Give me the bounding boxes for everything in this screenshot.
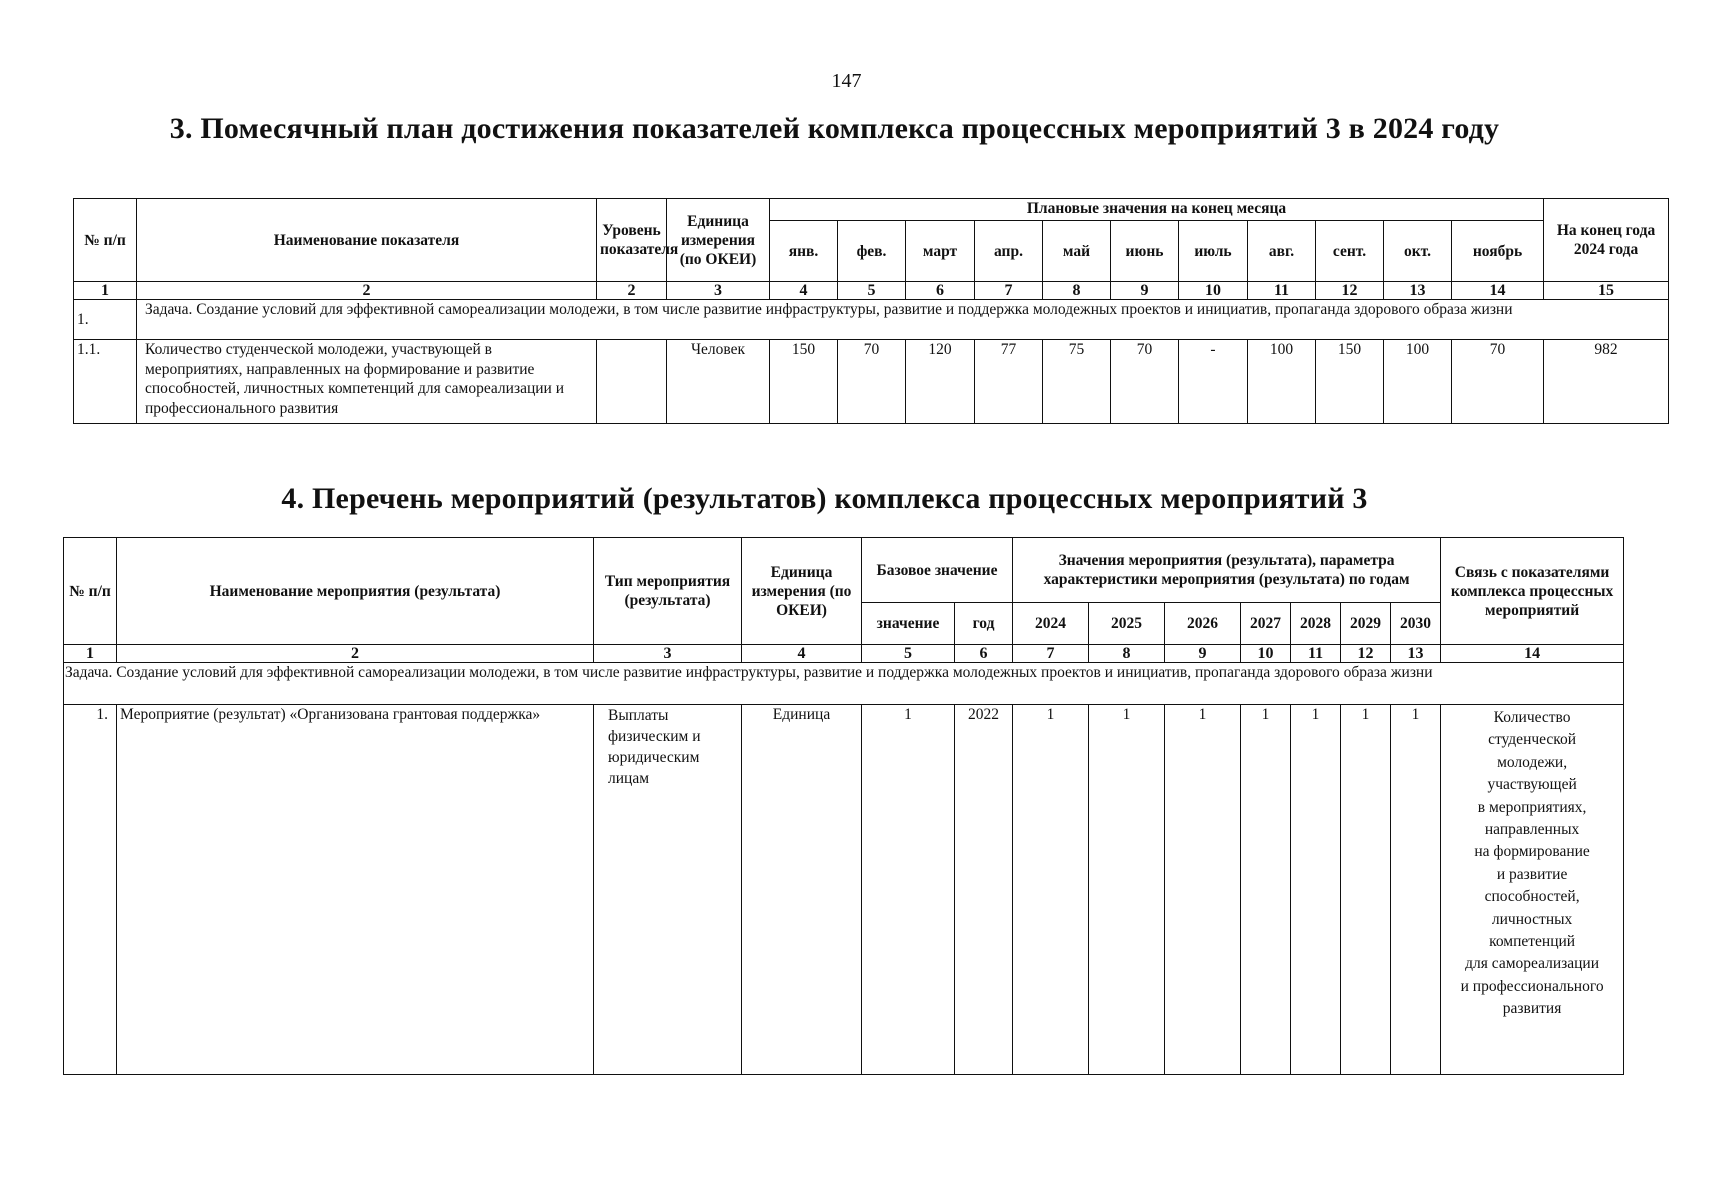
indicator-level bbox=[597, 340, 667, 424]
month-header: май bbox=[1043, 221, 1111, 282]
year-value: 1 bbox=[1013, 705, 1089, 1075]
link-line: и развитие bbox=[1496, 865, 1568, 883]
monthly-plan-table bbox=[73, 198, 1669, 424]
month-value: 75 bbox=[1043, 340, 1111, 424]
column-numbers-row bbox=[74, 282, 1669, 300]
indicator-num: 1.1. bbox=[74, 340, 137, 424]
year-value: 1 bbox=[1165, 705, 1241, 1075]
measure-unit: Единица bbox=[742, 705, 862, 1075]
col-number: 1 bbox=[64, 645, 117, 663]
col-number: 14 bbox=[1452, 282, 1544, 300]
col-number: 1 bbox=[74, 282, 137, 300]
col-number: 13 bbox=[1391, 645, 1441, 663]
link-line: и профессионального bbox=[1460, 977, 1604, 995]
col-number: 11 bbox=[1291, 645, 1341, 663]
link-line: компетенций bbox=[1489, 933, 1576, 951]
month-value: 120 bbox=[906, 340, 975, 424]
col-number: 15 bbox=[1544, 282, 1669, 300]
month-value: - bbox=[1179, 340, 1248, 424]
year-value: 1 bbox=[1089, 705, 1165, 1075]
section3-title: 3. Помесячный план достижения показателей комплекса процессных мероприятий 3 в 2024 году bbox=[169, 112, 1500, 145]
column-numbers-row bbox=[64, 645, 1624, 663]
task-row bbox=[64, 663, 1624, 705]
col-number: 9 bbox=[1165, 645, 1241, 663]
header-end: На конец года 2024 года bbox=[1544, 199, 1669, 282]
year-value: 1 bbox=[1341, 705, 1391, 1075]
link-line: направленных bbox=[1484, 821, 1580, 839]
base-value: 1 bbox=[862, 705, 955, 1075]
indicator-unit: Человек bbox=[667, 340, 770, 424]
col-number: 14 bbox=[1441, 645, 1624, 663]
measures-table bbox=[63, 537, 1624, 1075]
col-number: 4 bbox=[770, 282, 838, 300]
link-line: личностных bbox=[1491, 910, 1573, 928]
month-header: янв. bbox=[770, 221, 838, 282]
measure-num: 1. bbox=[64, 705, 117, 1075]
col-number: 13 bbox=[1384, 282, 1452, 300]
task-row bbox=[74, 300, 1669, 340]
month-value: 100 bbox=[1248, 340, 1316, 424]
month-value: 77 bbox=[975, 340, 1043, 424]
month-header: сент. bbox=[1316, 221, 1384, 282]
col-number: 2 bbox=[117, 645, 594, 663]
year-header: 2025 bbox=[1089, 603, 1165, 645]
month-header: авг. bbox=[1248, 221, 1316, 282]
measure-link bbox=[1441, 705, 1624, 1075]
month-header: ноябрь bbox=[1452, 221, 1544, 282]
col-number: 7 bbox=[975, 282, 1043, 300]
month-value: 150 bbox=[770, 340, 838, 424]
month-header: апр. bbox=[975, 221, 1043, 282]
header-values-group: Значения мероприятия (результата), параметра характеристики мероприятия (результата) по годам bbox=[1013, 538, 1441, 603]
header-unit: Единица измерения (по ОКЕИ) bbox=[667, 199, 770, 282]
task-text: Задача. Создание условий для эффективной самореализации молодежи, в том числе развитие инфраструктуры, развитие и поддержка молодежных проектов и инициатив, пропаганда здорового образа жизни bbox=[137, 300, 1669, 340]
link-line: способностей, bbox=[1484, 888, 1580, 906]
month-header: март bbox=[906, 221, 975, 282]
col-number: 3 bbox=[594, 645, 742, 663]
col-number: 8 bbox=[1043, 282, 1111, 300]
col-number: 3 bbox=[667, 282, 770, 300]
year-header: 2027 bbox=[1241, 603, 1291, 645]
month-header: июль bbox=[1179, 221, 1248, 282]
col-number: 4 bbox=[742, 645, 862, 663]
month-header: июнь bbox=[1111, 221, 1179, 282]
col-number: 12 bbox=[1341, 645, 1391, 663]
end-value: 982 bbox=[1544, 340, 1669, 424]
col-number: 6 bbox=[955, 645, 1013, 663]
year-header: 2024 bbox=[1013, 603, 1089, 645]
col-number: 12 bbox=[1316, 282, 1384, 300]
header-level: Уровень показателя bbox=[597, 199, 667, 282]
year-header: 2029 bbox=[1341, 603, 1391, 645]
header-plan-group: Плановые значения на конец месяца bbox=[770, 199, 1544, 221]
col-number: 6 bbox=[906, 282, 975, 300]
task-text: Задача. Создание условий для эффективной самореализации молодежи, в том числе развитие инфраструктуры, развитие и поддержка молодежных проектов и инициатив, пропаганда здорового образа жизни bbox=[64, 663, 1624, 705]
header-row bbox=[64, 538, 1624, 603]
month-value: 70 bbox=[1111, 340, 1179, 424]
measure-row bbox=[64, 705, 1624, 1075]
col-number: 5 bbox=[838, 282, 906, 300]
month-value: 70 bbox=[1452, 340, 1544, 424]
header-num: № п/п bbox=[64, 538, 117, 645]
col-number: 11 bbox=[1248, 282, 1316, 300]
link-line: в мероприятиях, bbox=[1477, 798, 1587, 816]
year-value: 1 bbox=[1291, 705, 1341, 1075]
link-line: развития bbox=[1502, 1000, 1562, 1018]
year-value: 1 bbox=[1391, 705, 1441, 1075]
measure-name: Мероприятие (результат) «Организована грантовая поддержка» bbox=[117, 705, 594, 1075]
header-base-value: значение bbox=[862, 603, 955, 645]
col-number: 2 bbox=[137, 282, 597, 300]
month-header: фев. bbox=[838, 221, 906, 282]
header-name: Наименование мероприятия (результата) bbox=[117, 538, 594, 645]
col-number: 7 bbox=[1013, 645, 1089, 663]
section4-title: 4. Перечень мероприятий (результатов) комплекса процессных мероприятий 3 bbox=[281, 482, 1368, 515]
header-name: Наименование показателя bbox=[137, 199, 597, 282]
header-unit: Единица измерения (по ОКЕИ) bbox=[742, 538, 862, 645]
measure-type: Выплаты физическим и юридическим лицам bbox=[594, 705, 742, 1075]
year-header: 2026 bbox=[1165, 603, 1241, 645]
col-number: 5 bbox=[862, 645, 955, 663]
col-number: 8 bbox=[1089, 645, 1165, 663]
header-link: Связь с показателями комплекса процессных мероприятий bbox=[1441, 538, 1624, 645]
task-num: 1. bbox=[74, 300, 137, 340]
link-line: молодежи, bbox=[1497, 753, 1568, 771]
col-number: 10 bbox=[1241, 645, 1291, 663]
indicator-row bbox=[74, 340, 1669, 424]
header-row bbox=[74, 199, 1669, 221]
header-type: Тип мероприятия (результата) bbox=[594, 538, 742, 645]
link-line: участвующей bbox=[1487, 776, 1577, 794]
link-line: на формирование bbox=[1474, 843, 1590, 861]
year-header: 2028 bbox=[1291, 603, 1341, 645]
header-num: № п/п bbox=[74, 199, 137, 282]
link-line: для самореализации bbox=[1465, 955, 1600, 973]
link-line: студенческой bbox=[1488, 731, 1577, 749]
month-header: окт. bbox=[1384, 221, 1452, 282]
col-number: 10 bbox=[1179, 282, 1248, 300]
header-base: Базовое значение bbox=[862, 538, 1013, 603]
month-value: 100 bbox=[1384, 340, 1452, 424]
month-value: 150 bbox=[1316, 340, 1384, 424]
base-year: 2022 bbox=[955, 705, 1013, 1075]
indicator-name: Количество студенческой молодежи, участвующей в мероприятиях, направленных на формирование и развитие способностей, личностных компетенций для самореализации и профессионального развития bbox=[137, 340, 597, 424]
col-number: 2 bbox=[597, 282, 667, 300]
month-value: 70 bbox=[838, 340, 906, 424]
page-number: 147 bbox=[831, 70, 862, 92]
link-line: Количество bbox=[1493, 709, 1571, 726]
year-value: 1 bbox=[1241, 705, 1291, 1075]
year-header: 2030 bbox=[1391, 603, 1441, 645]
header-base-year: год bbox=[955, 603, 1013, 645]
col-number: 9 bbox=[1111, 282, 1179, 300]
